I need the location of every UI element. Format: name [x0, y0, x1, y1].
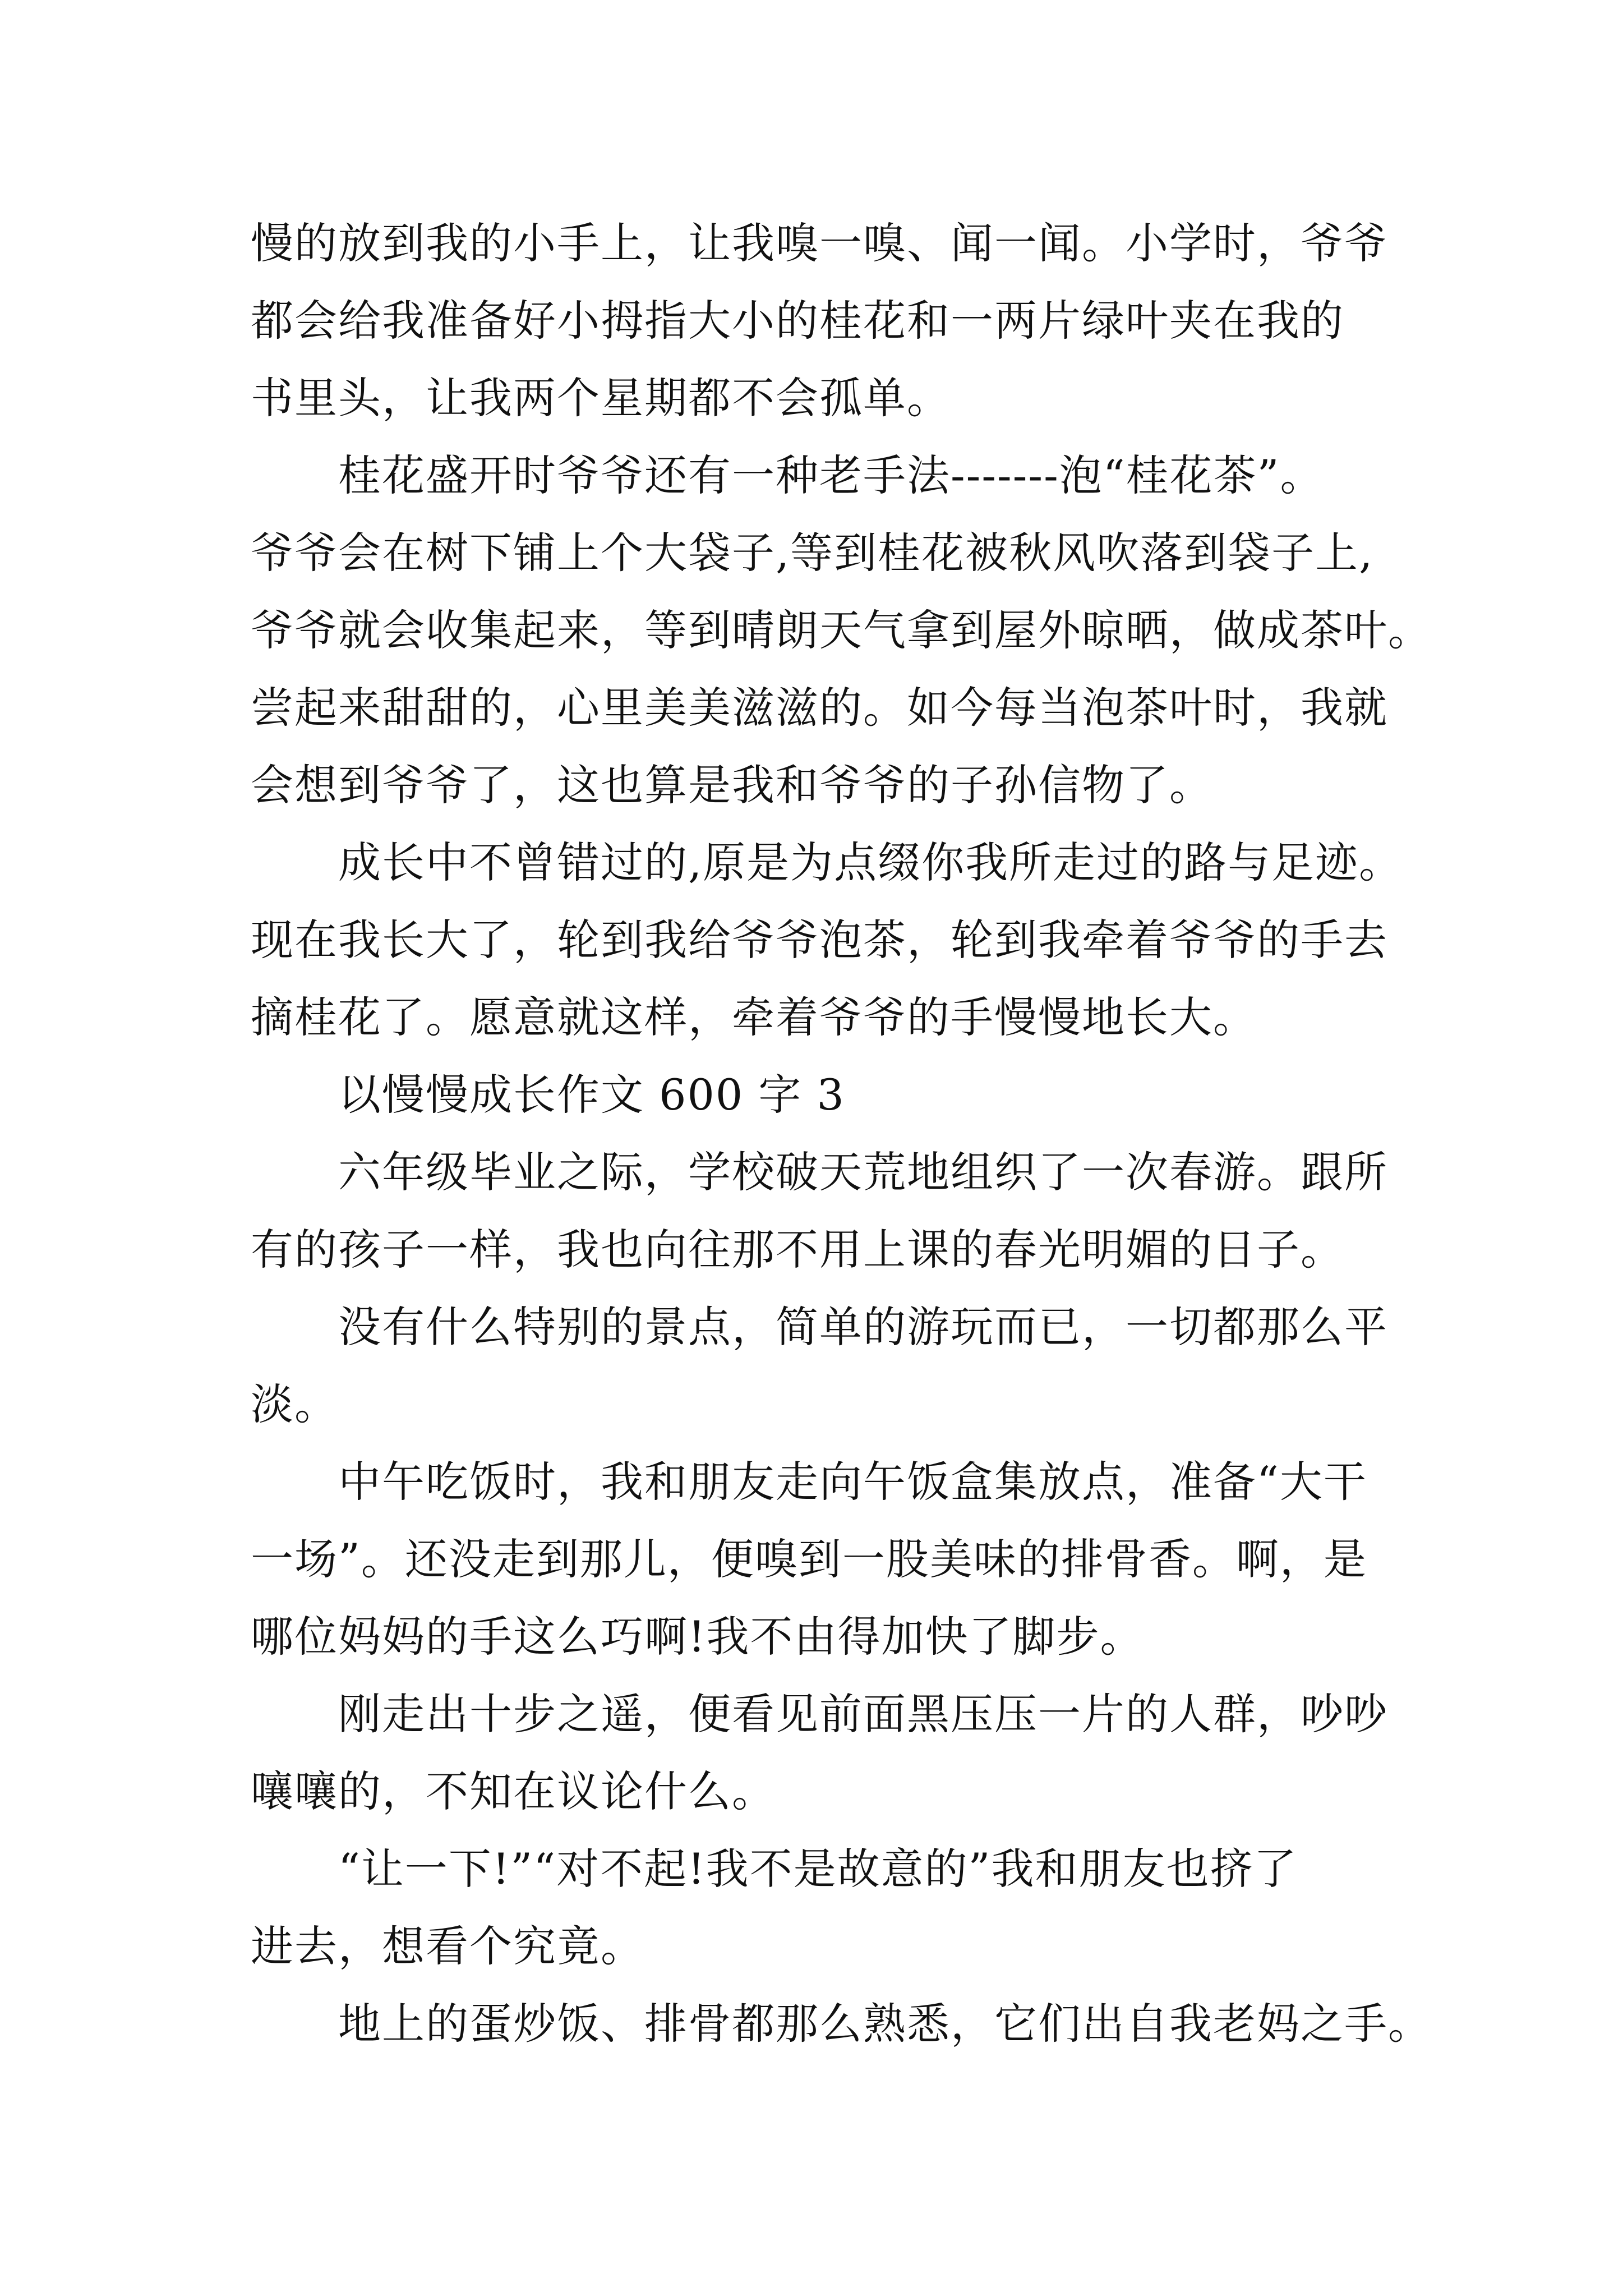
paragraph: [251, 1676, 1541, 1830]
text-line: 刚走出十步之遥，便看见前面黑压压一片的人群，吵吵: [338, 1689, 1388, 1739]
text-line: 地上的蛋炒饭、排骨都那么熟悉，它们出自我老妈之手。: [338, 1999, 1432, 2049]
document-page: [251, 205, 1541, 2063]
text-line: 慢的放到我的小手上，让我嗅一嗅、闻一闻。小学时，爷爷: [251, 218, 1388, 268]
paragraph: [251, 1289, 1541, 1443]
text-line: 都会给我准备好小拇指大小的桂花和一两片绿叶夹在我的: [251, 296, 1344, 346]
text-line: 中午吃饭时，我和朋友走向午饭盒集放点，准备“大干: [338, 1457, 1367, 1507]
text-line: 摘桂花了。愿意就这样，牵着爷爷的手慢慢地长大。: [251, 992, 1257, 1042]
text-line: 桂花盛开时爷爷还有一种老手法-------泡“桂花茶”。: [338, 450, 1324, 500]
essay-title: 以慢慢成长作文 600 字 3: [338, 1070, 845, 1120]
paragraph: [251, 437, 1541, 824]
text-line: 爷爷会在树下铺上个大袋子,等到桂花被秋风吹落到袋子上,: [251, 528, 1374, 578]
paragraph: [251, 824, 1541, 1056]
text-line: 现在我长大了，轮到我给爷爷泡茶，轮到我牵着爷爷的手去: [251, 915, 1388, 965]
text-line: 一场”。还没走到那儿，便嗅到一股美味的排骨香。啊，是: [251, 1534, 1367, 1584]
text-line: 嚷嚷的，不知在议论什么。: [251, 1766, 776, 1816]
paragraph: [251, 1830, 1541, 1985]
paragraph: [251, 1985, 1541, 2063]
text-line: 没有什么特别的景点，简单的游玩而已，一切都那么平: [338, 1302, 1388, 1352]
text-line: 六年级毕业之际，学校破天荒地组织了一次春游。跟所: [338, 1147, 1388, 1197]
text-line: “让一下!”“对不起!我不是故意的”我和朋友也挤了: [338, 1844, 1298, 1894]
text-line: 成长中不曾错过的,原是为点缀你我所走过的路与足迹。: [338, 838, 1403, 887]
text-line: 进去，想看个究竟。: [251, 1921, 644, 1971]
text-line: 尝起来甜甜的，心里美美滋滋的。如今每当泡茶叶时，我就: [251, 683, 1388, 733]
text-line: 会想到爷爷了，这也算是我和爷爷的子孙信物了。: [251, 760, 1213, 810]
text-line: 哪位妈妈的手这么巧啊!我不由得加快了脚步。: [251, 1612, 1144, 1662]
text-line: 有的孩子一样，我也向往那不用上课的春光明媚的日子。: [251, 1225, 1344, 1274]
text-line: 淡。: [251, 1379, 338, 1429]
paragraph: [251, 1134, 1541, 1289]
text-line: 书里头，让我两个星期都不会孤单。: [251, 373, 951, 423]
paragraph: [251, 1443, 1541, 1676]
paragraph: [251, 205, 1541, 437]
text-line: 爷爷就会收集起来，等到晴朗天气拿到屋外晾晒，做成茶叶。: [251, 605, 1432, 655]
